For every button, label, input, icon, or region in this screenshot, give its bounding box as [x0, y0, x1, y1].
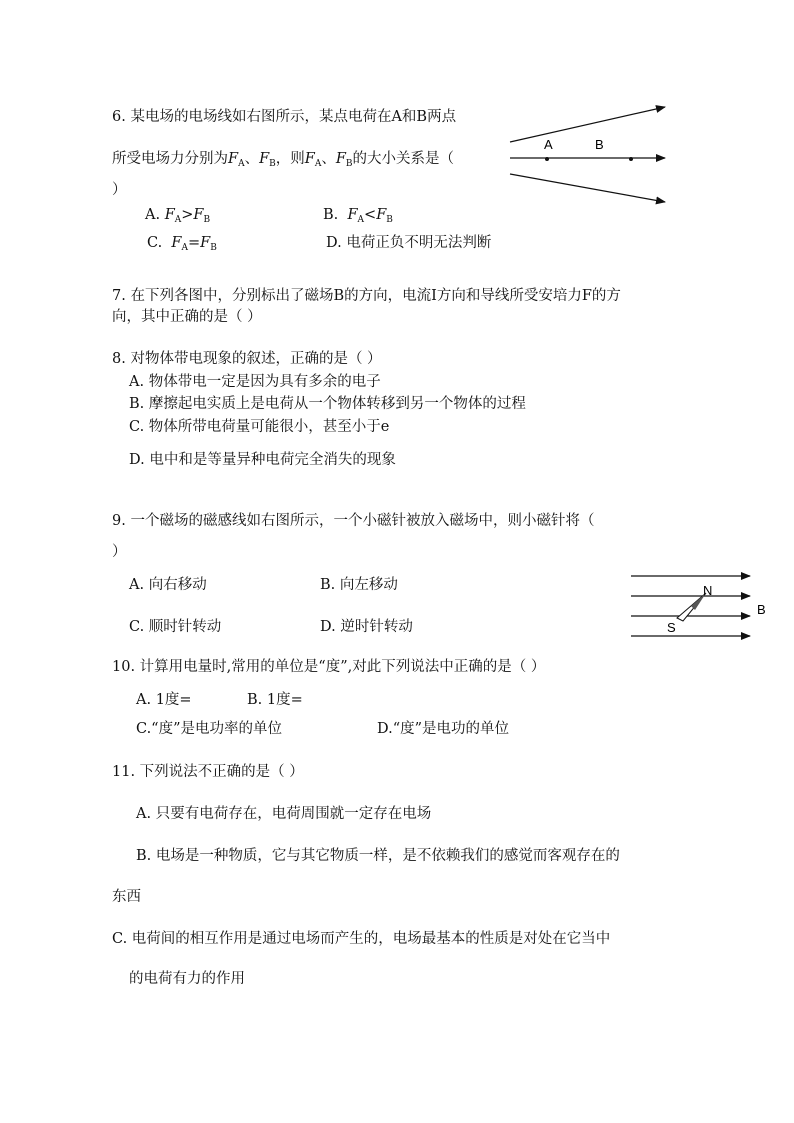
q6-field-lines-figure [500, 95, 675, 215]
q6-option-a: A. $F_A>F_B$ [145, 207, 211, 225]
q10-option-b: B. 1度= [247, 692, 303, 708]
point-a-dot [545, 157, 549, 161]
q8-option-c: C. 物体所带电荷量可能很小，甚至小于e [129, 419, 390, 435]
field-line-bottom [510, 174, 665, 202]
point-b-label: B [595, 137, 604, 152]
q11-option-a: A. 只要有电荷存在，电荷周围就一定存在电场 [136, 806, 432, 822]
q9-option-b: B. 向左移动 [320, 577, 398, 593]
q11-option-c-line1: C. 电荷间的相互作用是通过电场而产生的，电场最基本的性质是对处在它当中 [112, 931, 611, 947]
q9-stem-line2: ） [112, 544, 127, 560]
q9-magnetic-field-figure [625, 566, 770, 646]
point-a-label: A [544, 137, 553, 152]
q6-option-b: B. $F_A<F_B$ [323, 207, 393, 225]
q11-option-b-line1: B. 电场是一种物质，它与其它物质一样，是不依赖我们的感觉而客观存在的 [136, 848, 620, 864]
q11-option-b-line2: 东西 [112, 889, 141, 905]
q10-option-d: D.“度”是电功的单位 [377, 721, 510, 737]
q10-option-a: A. 1度= [136, 692, 192, 708]
q6-option-c: C. $F_A=F_B$ [147, 235, 217, 253]
point-b-dot [629, 157, 633, 161]
q8-stem: 8. 对物体带电现象的叙述，正确的是（ ） [112, 351, 382, 367]
q9-option-c: C. 顺时针转动 [129, 619, 222, 635]
q10-stem: 10. 计算用电量时,常用的单位是“度”,对此下列说法中正确的是（ ） [112, 659, 546, 675]
q11-stem: 11. 下列说法不正确的是（ ） [112, 764, 304, 780]
q10-option-c: C.“度”是电功率的单位 [136, 721, 283, 737]
q8-option-b: B. 摩擦起电实质上是电荷从一个物体转移到另一个物体的过程 [129, 396, 526, 412]
south-pole-label: S [667, 620, 676, 635]
q6-stem-line1: 6. 某电场的电场线如右图所示，某点电荷在A和B两点 [112, 109, 457, 125]
north-pole-label: N [703, 583, 713, 598]
q9-option-a: A. 向右移动 [129, 577, 207, 593]
q8-option-a: A. 物体带电一定是因为具有多余的电子 [129, 374, 381, 390]
q6-option-d: D. 电荷正负不明无法判断 [326, 235, 492, 251]
q6-stem-line3: ） [112, 182, 127, 198]
q7-stem-line1: 7. 在下列各图中，分别标出了磁场B的方向，电流I方向和导线所受安培力F的方 [112, 288, 621, 304]
q8-option-d: D. 电中和是等量异种电荷完全消失的现象 [129, 452, 396, 468]
field-b-label: B [757, 602, 766, 617]
q9-option-d: D. 逆时针转动 [320, 619, 413, 635]
q11-option-c-line2: 的电荷有力的作用 [129, 971, 245, 987]
q9-stem-line1: 9. 一个磁场的磁感线如右图所示，一个小磁针被放入磁场中，则小磁针将（ [112, 513, 595, 529]
field-line-top [510, 107, 665, 142]
q6-stem-line2: 所受电场力分别为$F_A$、$F_B$，则$F_A$、$F_B$的大小关系是（ [112, 151, 454, 169]
q7-stem-line2: 向，其中正确的是（ ） [112, 309, 262, 325]
